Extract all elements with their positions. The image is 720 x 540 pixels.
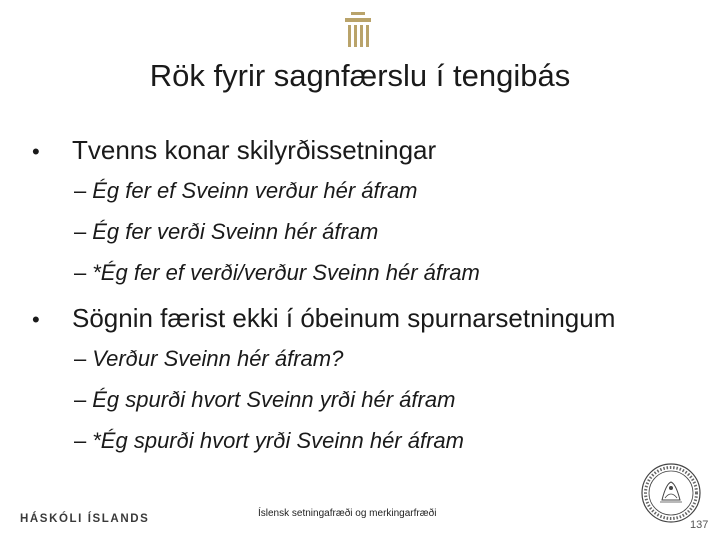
bullet-text: Sögnin færist ekki í óbeinum spurnarsetningum <box>72 303 616 333</box>
page-number: 137 <box>690 519 709 531</box>
bullet-item <box>32 303 615 334</box>
footer-course-title: Íslensk setningafræði og merkingarfræði <box>258 508 437 519</box>
sub-item <box>74 428 464 454</box>
bullet-text: Tvenns konar skilyrðissetningar <box>72 135 437 165</box>
university-seal-icon <box>640 462 702 524</box>
sub-symbol: – <box>74 346 87 371</box>
sub-text: *Ég fer ef verði/verður Sveinn hér áfram <box>92 260 480 285</box>
sub-symbol: – <box>74 219 87 244</box>
sub-item <box>74 219 378 245</box>
sub-item <box>74 260 480 286</box>
sub-text: Ég fer verði Sveinn hér áfram <box>92 219 379 244</box>
sub-text: Ég spurði hvort Sveinn yrði hér áfram <box>92 387 456 412</box>
sub-text: *Ég spurði hvort yrði Sveinn hér áfram <box>92 428 464 453</box>
bullet-item <box>32 135 436 166</box>
bullet-symbol: • <box>32 139 40 164</box>
sub-symbol: – <box>74 260 87 285</box>
sub-text: Verður Sveinn hér áfram? <box>92 346 344 371</box>
sub-symbol: – <box>74 178 87 203</box>
university-wordmark: HÁSKÓLI ÍSLANDS <box>20 513 150 525</box>
bullet-symbol: • <box>32 307 40 332</box>
sub-item <box>74 346 343 372</box>
sub-symbol: – <box>74 428 87 453</box>
sub-text: Ég fer ef Sveinn verður hér áfram <box>92 178 418 203</box>
slide-title: Rök fyrir sagnfærslu í tengibás <box>149 58 571 93</box>
university-building-icon <box>338 10 378 56</box>
sub-item <box>74 178 418 204</box>
sub-symbol: – <box>74 387 87 412</box>
sub-item <box>74 387 455 413</box>
